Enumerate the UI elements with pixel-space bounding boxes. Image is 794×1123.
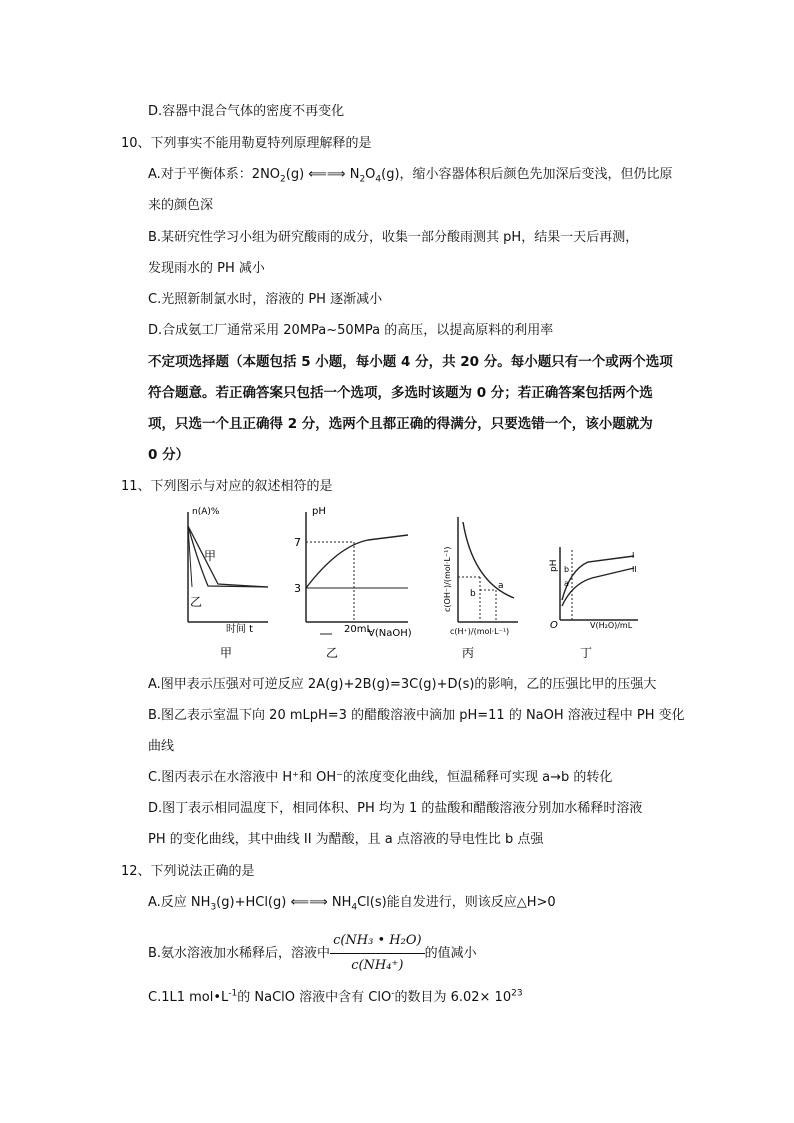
q11-option-c: C.图丙表示在水溶液中 H⁺和 OH⁻的浓度变化曲线，恒温稀释可实现 a→b 的转化 [148, 770, 613, 785]
chart-jia [188, 507, 268, 660]
ding-point-a: a [564, 579, 569, 588]
q11-option-d-line1: D.图丁表示相同温度下，相同体积、PH 均为 1 的盐酸和醋酸溶液分别加水稀释时溶液 [148, 801, 643, 816]
ding-label-II: II [632, 565, 637, 574]
q10-option-b-line2: 发现雨水的 PH 减小 [148, 261, 265, 276]
jia-ylabel: n(A)% [192, 507, 220, 517]
ding-curve-2 [562, 568, 634, 606]
q11-option-b-line2: 曲线 [148, 739, 175, 754]
ding-ylabel: pH [549, 559, 559, 572]
question-11: 11、下列图示与对应的叙述相符的是 [121, 479, 333, 494]
yi-xmark: 20mL [344, 624, 373, 635]
ratio-fraction: $\frac{\text{c(NH₃ • H₂O)}}{\text{c(NH₄⁺)}}$ [330, 930, 425, 977]
ding-label-I: I [632, 551, 635, 560]
ding-point-b: b [564, 565, 570, 574]
bing-xlabel: c(H⁺)/(mol·L⁻¹) [450, 627, 510, 636]
ding-curve-1 [562, 556, 634, 600]
yi-caption: 乙 [326, 646, 339, 660]
bing-caption: 丙 [462, 646, 475, 660]
jia-curve-1 [188, 526, 268, 587]
bing-ylabel: c(OH⁻)/(mol·L⁻¹) [443, 546, 452, 612]
chart-yi [294, 506, 412, 660]
section-note-line1: 不定项选择题（本题包括 5 小题，每小题 4 分，共 20 分。每小题只有一个或两个选项 [148, 354, 673, 370]
yi-curve [306, 535, 408, 588]
question-10: 10、下列事实不能用勒夏特列原理解释的是 [121, 136, 372, 151]
section-note-line4: 0 分） [148, 447, 190, 463]
figures-svg [168, 502, 638, 667]
jia-label-jia: 甲 [204, 549, 217, 563]
yi-tick-7: 7 [294, 536, 301, 549]
q12-option-b: B.氨水溶液加水稀释后，溶液中 $\frac{\text{c(NH₃ • H₂O)}}{\text{c(NH₄⁺)}}$ 的值减小 [148, 930, 477, 977]
yi-ylabel: pH [312, 506, 326, 517]
q11-figures [168, 502, 638, 667]
ding-xlabel: V(H₂O)/mL [590, 621, 633, 630]
jia-label-yi: 乙 [190, 595, 203, 609]
q10-option-d: D.合成氨工厂通常采用 20MPa~50MPa 的高压，以提高原料的利用率 [148, 323, 554, 338]
chart-bing [443, 517, 518, 660]
q11-option-d-line2: PH 的变化曲线，其中曲线 II 为醋酸，且 a 点溶液的导电性比 b 点强 [148, 832, 544, 847]
q10-option-b-line1: B.某研究性学习小组为研究酸雨的成分，收集一部分酸雨测其 pH，结果一天后再测， [148, 230, 639, 245]
section-note-line3: 项，只选一个且正确得 2 分，选两个且都正确的得满分，只要选错一个，该小题就为 [148, 416, 653, 432]
question-12: 12、下列说法正确的是 [121, 864, 255, 879]
bing-curve [463, 522, 514, 598]
yi-tick-3: 3 [294, 582, 301, 595]
chart-ding [549, 547, 638, 660]
ding-origin: O [550, 620, 558, 631]
ding-caption: 丁 [580, 646, 593, 660]
jia-xlabel: 时间 t [226, 624, 254, 635]
bing-point-a: a [498, 581, 504, 591]
q10-option-a-line2: 来的颜色深 [148, 198, 214, 213]
yi-xlabel: V(NaOH) [368, 628, 412, 639]
jia-curve-2 [188, 526, 268, 587]
section-note-line2: 符合题意。若正确答案只包括一个选项，多选时该题为 0 分；若正确答案包括两个选 [148, 385, 653, 401]
jia-caption: 甲 [220, 646, 233, 660]
bing-point-b: b [470, 589, 476, 599]
q12-option-a: A.反应 $NH_3(g)+HCl(g)$ ⟸⟹ $NH_4Cl(s)$能自发进行，则该反应△H>0 [148, 895, 556, 913]
q10-option-a-line1: A.对于平衡体系：$2NO_2(g)$ ⟸⟹ $N_2O_4(g)$，缩小容器体积后颜色先加深后变浅，但仍比原 [148, 167, 673, 185]
q12-option-c: C.1L1 $mol•L^{-1}$的 NaClO 溶液中含有 ClO-的数目为 $6.02\times 10^{23}$ [148, 988, 523, 1005]
q11-option-b-line1: B.图乙表示室温下向 20 mLpH=3 的醋酸溶液中滴加 pH=11 的 NaOH 溶液过程中 PH 变化 [148, 708, 685, 723]
q10-option-c: C.光照新制氯水时，溶液的 PH 逐渐减小 [148, 292, 383, 307]
q9-option-d: D.容器中混合气体的密度不再变化 [148, 104, 345, 119]
q11-option-a: A.图甲表示压强对可逆反应 2A(g)+2B(g)=3C(g)+D(s)的影响，乙的压强比甲的压强大 [148, 677, 657, 692]
